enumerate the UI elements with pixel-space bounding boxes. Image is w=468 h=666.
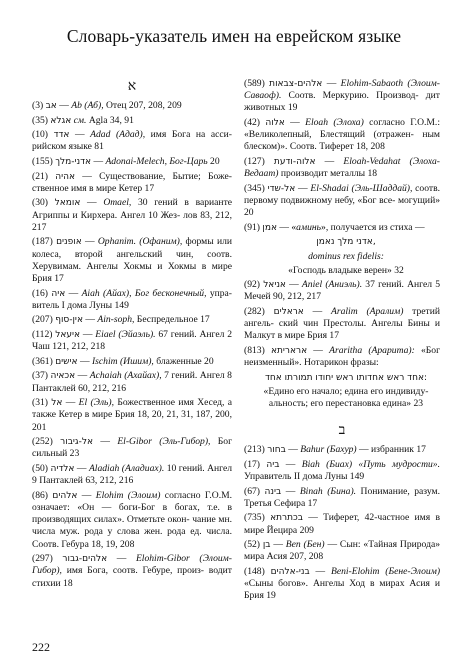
right-entries (244, 78, 440, 234)
entry-transliteration: Biah (Биах) «Путь мудрости». (301, 458, 440, 470)
araritha-block (244, 372, 440, 411)
dictionary-entry (244, 345, 440, 369)
entry-hebrew: בחור (267, 445, 286, 456)
entry-definition: Бог сильный 23 (32, 436, 233, 460)
dictionary-entry (32, 171, 232, 195)
entry-hebrew: אכאיה (50, 371, 76, 382)
entry-transliteration: Adad (Адад), (90, 129, 146, 141)
entry-transliteration: Binah (Бина). (299, 485, 357, 497)
dictionary-entry (244, 512, 440, 536)
entry-hebrew: אלהים-גבור (62, 554, 108, 565)
entry-definition: упра- витель I дома Луны 149 (32, 287, 232, 311)
dictionary-entry (244, 183, 440, 220)
entry-transliteration: Eiael (Эйаэль). (95, 328, 156, 340)
dictionary-entry (32, 436, 232, 460)
entry-transliteration: El-Shadai (Эль-Шаддай), (310, 182, 413, 194)
entry-number: (52) — (244, 539, 286, 551)
dictionary-entry (32, 329, 232, 353)
left-entries (32, 100, 232, 590)
entry-transliteration: Eloah-Vedahat (Элоха- Ведаат) (244, 156, 440, 180)
entry-number: (213) — (244, 444, 301, 456)
entry-number: (50) — (32, 462, 89, 474)
entry-definition: Управитель II дома Луны 149 (244, 471, 365, 482)
entry-definition: формы или колеса, второй ангельский чин, соотв. Херувимам. Ангелы Хокмы и Хокмы в мире Брия 17 (32, 236, 233, 284)
entry-number: (282) — (244, 305, 331, 317)
entry-number: (10) — (32, 129, 91, 141)
entry-definition: 10 гений. Ангел 9 Пантаклей 63, 212, 216 (32, 462, 233, 487)
entry-transliteration: Ab (Аб), (71, 100, 104, 111)
entry-number: (91) — « (244, 221, 297, 233)
entry-definition: блаженные 20 (153, 355, 214, 367)
dictionary-entry (244, 566, 440, 603)
entry-number: (361) — (32, 355, 92, 367)
entry-hebrew: אישים (55, 356, 78, 367)
entry-definition: «Бог неизменный». Нотарикон фразы: (244, 344, 441, 368)
left-column (32, 78, 232, 592)
dictionary-entry (244, 78, 440, 115)
entry-number: (3) — (32, 100, 72, 111)
dictionary-entry (244, 444, 440, 456)
entry-hebrew: אגלא (50, 115, 72, 126)
dictionary-entry (32, 288, 232, 312)
dictionary-entry (244, 279, 440, 303)
dictionary-entry (32, 553, 232, 590)
entry-hebrew: אראלים (273, 306, 304, 317)
dictionary-entry (32, 356, 232, 368)
entry-transliteration: Araritha (Арарита): (329, 344, 415, 356)
entry-transliteration: Eloah (Элоха) (305, 117, 364, 128)
entry-definition: согласно Г.О.М. означает: «Он — боги-Бог в богах, т.е. в производящих силах». Отметьте окон- чание мн. числа муж. рода у слова жен. рода ед. числа. Соотв. Гебура 18, 19, 208 (32, 489, 233, 550)
entry-definition: Соотв. Меркурию. Производ- дит животных 19 (244, 90, 440, 114)
entry-hebrew: אלהים-צבאות (269, 79, 323, 89)
dictionary-entry (32, 197, 232, 234)
entry-transliteration: Elohim (Элоим) (95, 489, 161, 501)
dictionary-entry (32, 463, 232, 487)
entry-transliteration: Aladiah (Аладиах). (88, 462, 165, 474)
entry-number: (16) — (32, 287, 82, 299)
entry-hebrew: אל-גיבור (60, 437, 93, 448)
entry-definition: — Сын: «Тайная Природа» мира Асия 207, 208 (244, 539, 441, 563)
entry-hebrew: אל-שדי (267, 183, 296, 194)
dictionary-entry (244, 117, 440, 154)
entry-hebrew: איעאל (55, 329, 81, 340)
entry-transliteration: Aniel (Аниэль). (301, 279, 363, 290)
entry-transliteration: Achaiah (Ахайах), (89, 370, 162, 382)
amen-block (244, 236, 440, 277)
entry-transliteration: Elohim-Sabaoth (Элоим- Саваоф). (244, 78, 440, 102)
entry-hebrew: אופנים (56, 237, 82, 248)
entry-number: (345) — (244, 182, 311, 194)
entry-hebrew: אין-סוף (55, 315, 83, 326)
entry-definition: 7 гений. Ангел 8 Пантаклей 60, 212, 216 (32, 370, 232, 394)
entry-number: (35) (32, 114, 74, 126)
dictionary-entry (244, 306, 440, 343)
entry-transliteration: Beni-Elohim (Бене-Элоим) (330, 565, 441, 577)
entry-definition: 30 гений в варианте Агриппы и Кирхера. Ангел 10 Жез- лов 83, 212, 217 (32, 197, 233, 233)
dictionary-entry (32, 370, 232, 394)
entry-number: (187) — (32, 236, 98, 248)
entry-hebrew: אהיה (55, 171, 76, 182)
entry-definition: «Сыны богов». Ангелы Ход в мирах Асия и Брия 19 (244, 578, 440, 602)
entry-hebrew: ביה (266, 459, 280, 470)
entry-transliteration: Bahur (Бахур) (300, 444, 357, 456)
dictionary-entry (244, 459, 440, 483)
entry-number: (67) — (244, 485, 300, 497)
entry-definition: 67 гений. Ангел 2 Чаш 121, 212, 218 (32, 328, 232, 353)
entry-hebrew: אדד (53, 130, 70, 141)
dictionary-entry (32, 397, 232, 434)
entry-definition: Беспредельное 17 (134, 314, 210, 326)
entry-definition: согласно Г.О.М.: «Великолепный, Блестящий (отражен- ным блеском)». Соотв. Тиферет 18, 208 (244, 117, 440, 153)
entry-definition: имя Бога на асси- рийском языке 81 (32, 129, 232, 153)
entry-transliteration: Adonai-Melech, Бог-Царь (105, 155, 208, 167)
entry-hebrew: איה (51, 288, 66, 299)
entry-hebrew: אל (51, 398, 63, 409)
section-letter-aleph: א (127, 79, 137, 94)
entry-definition: соотв. первому подвижному небу, «Бог все- могущий» 20 (244, 182, 441, 219)
entry-number: (92) — (244, 279, 302, 290)
entry-definition: производит металлы 18 (278, 168, 378, 180)
entry-number: (31) — (32, 397, 79, 409)
entry-hebrew: אלוה (265, 118, 285, 128)
entry-transliteration: аминь (296, 221, 322, 233)
entry-number: (813) — (244, 344, 330, 356)
entry-number: (148) — (244, 565, 331, 577)
amen-gloss: «Господь владыке верен» 32 (288, 264, 404, 276)
entry-definition: третий ангель- ский чин Престолы. Ангелы Бины и Малкут в мире Брия 17 (244, 305, 441, 342)
entry-number: (735) — Тиферет, 42-частное имя в мире Йецира 209 (244, 512, 440, 536)
dictionary-entry (32, 115, 232, 127)
right-entries-continued (244, 279, 440, 369)
entry-transliteration: Omael, (103, 197, 132, 209)
entry-transliteration: El-Gibor (Эль-Гибор), (117, 436, 211, 448)
page-number: 222 (32, 640, 50, 654)
entry-definition: 20 (207, 155, 220, 167)
entry-hebrew: אראריתא (270, 345, 308, 356)
entry-hebrew: אלהים (52, 490, 78, 501)
right-column (244, 78, 440, 605)
entry-hebrew: אומאל (54, 198, 81, 209)
section-letter-bet: ב (338, 423, 346, 439)
entry-number: (207) — (32, 314, 98, 326)
entry-number: (252) — (32, 436, 118, 448)
entry-transliteration: Aralim (Аралим) (331, 305, 404, 317)
entry-definition: Понимание, разум. Третья Сефира 17 (244, 485, 441, 509)
entry-number: (86) — (32, 489, 96, 501)
entry-definition: Отец 207, 208, 209 (103, 100, 182, 111)
entry-transliteration: см. (73, 114, 87, 126)
entry-transliteration: Ain-soph, (97, 314, 135, 326)
dictionary-entry (244, 222, 440, 234)
entry-transliteration: Ben (Бен) (285, 539, 325, 551)
entry-number: (589) — (244, 78, 341, 89)
page-title: Словарь-указатель имен на еврейском языке (66, 26, 402, 46)
entry-definition: Божественное имя Хесед, а также Кетер в мире Брия 18, 20, 21, 31, 187, 200, 201 (32, 397, 233, 433)
amen-latin: dominus rex fidelis: (308, 250, 384, 262)
araritha-gloss: «Едино его начало; едина его индивиду- альность; его перестановка едина» 23 (263, 385, 429, 409)
entry-transliteration: Elohim-Gibor (Элоим- Гибор), (32, 553, 233, 577)
entry-hebrew: אלוה-ודעת (273, 157, 316, 167)
entry-hebrew: בן (262, 540, 271, 551)
entry-number: (21) — Существование, Бытие; Боже- ственное имя в мире Кетер 17 (32, 170, 233, 194)
entry-number: (37) — (32, 370, 90, 382)
entry-transliteration: Ischim (Ишим), (91, 355, 154, 367)
entry-number: (297) — (32, 553, 136, 565)
entry-number: (112) — (32, 328, 96, 340)
dictionary-entry (32, 129, 232, 153)
dictionary-entry (32, 100, 232, 112)
entry-transliteration: Aiah (Айах), Бог бесконечный, (81, 287, 207, 299)
entry-transliteration: Ophanim. (Офаним), (97, 236, 183, 248)
entry-hebrew: אב (45, 101, 57, 111)
entry-hebrew: אדני-מלך (55, 156, 92, 167)
bet-entries (244, 444, 440, 602)
entry-definition: Agla 34, 91 (86, 114, 134, 126)
entry-definition: имя Бога, соотв. Гебуре, произ- водит стихии 18 (32, 565, 232, 589)
dictionary-entry (32, 236, 232, 285)
entry-number: (155) — (32, 155, 106, 167)
dictionary-entry (32, 156, 232, 168)
araritha-hebrew: אחד ראש אחדותו ראש יחודו תמורתו אחד: (264, 372, 428, 383)
entry-number: (17) — (244, 458, 302, 470)
dictionary-entry (244, 156, 440, 180)
dictionary-entry (32, 314, 232, 326)
entry-hebrew: בכתרתא (270, 513, 303, 524)
entry-hebrew: אלדיה (50, 463, 75, 474)
entry-hebrew: בני-אלהים (270, 566, 310, 577)
entry-definition: », получается из стиха — (321, 221, 425, 233)
entry-number: (127) — (244, 156, 344, 167)
entry-number: (30) — (32, 197, 104, 209)
entry-number: (42) — (244, 117, 306, 128)
entry-hebrew: אניאל (263, 280, 286, 290)
entry-transliteration: El (Эль), (78, 397, 115, 409)
dictionary-entry (32, 490, 232, 551)
entry-hebrew: בינה (264, 486, 282, 497)
dictionary-entry (244, 486, 440, 510)
dictionary-entry (244, 539, 440, 563)
entry-definition: 37 гений. Ангел 5 Мечей 90, 212, 217 (244, 279, 441, 303)
entry-hebrew: אמן (262, 222, 277, 233)
amen-hebrew: אדני מלך נאמן, (316, 237, 376, 248)
entry-definition: — избранник 17 (356, 444, 426, 456)
